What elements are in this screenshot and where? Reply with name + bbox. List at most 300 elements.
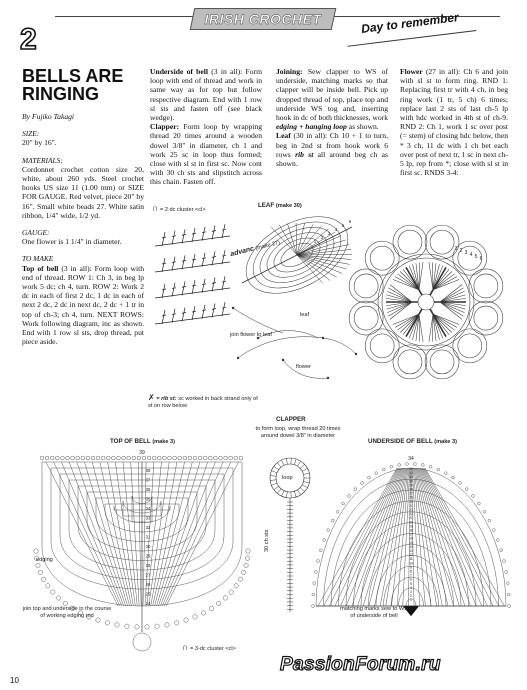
under-bell-edge-dot — [496, 539, 499, 542]
under-bell-stitch — [318, 468, 397, 606]
top-bell-stitch — [85, 462, 128, 606]
clapper-sc-stitch — [271, 483, 277, 485]
under-bell-row-number: 26 — [409, 495, 413, 500]
key-2dc-cluster — [152, 205, 242, 214]
top-bell-edging-picot — [183, 456, 187, 460]
joining-emph: edging + hanging loop — [276, 122, 347, 132]
strip-dc-bar — [172, 288, 176, 289]
top-bell-row-number: 39 — [139, 450, 145, 456]
top-bell-edging-picot — [106, 456, 110, 460]
under-bell-row-number: 31 — [409, 475, 413, 480]
under-bell-edge-dot — [390, 465, 393, 468]
strip-dc-stitch — [212, 304, 215, 318]
under-bell-stitch — [391, 468, 408, 606]
clapper-sc-stitch — [294, 459, 296, 465]
top-bell-edging-picot — [132, 456, 136, 460]
column-1 — [22, 112, 144, 350]
strip-dc-stitch — [162, 258, 165, 272]
flower-round-number: 5 — [474, 254, 478, 260]
tagline: Day to remember — [344, 0, 477, 47]
top-bell-edging-picot — [56, 596, 60, 600]
under-bell-edge-dot — [421, 464, 424, 467]
top-bell-edging-picot — [188, 456, 192, 460]
column-4 — [400, 67, 508, 181]
under-bell-row-number: 28 — [409, 487, 413, 492]
leaf-end: all around beg ch as shown. — [276, 149, 388, 169]
top-bell-row-number: 29 — [145, 553, 151, 559]
under-bell-edge-dot — [317, 560, 320, 563]
under-bell-edge-dot — [331, 519, 334, 522]
size-heading: SIZE: — [22, 129, 40, 139]
gauge-heading: GAUGE: — [22, 228, 50, 238]
underside-lead: Underside of bell — [150, 67, 209, 76]
top-bell-stitch — [166, 462, 238, 606]
under-bell-row-number: 19 — [409, 524, 413, 529]
top-bell-edging-picot — [193, 615, 197, 619]
strip-dc-bar — [172, 262, 176, 263]
strip-dc-stitch — [222, 250, 225, 264]
top-bell-row-number: 32 — [145, 525, 151, 530]
stitch-strip-diagram — [150, 222, 240, 342]
top-bell-edging-picot — [34, 549, 38, 553]
under-bell-row-number: 23 — [409, 508, 413, 512]
top-bell-row-number: 25 — [145, 591, 151, 597]
top-bell-row-number: 26 — [145, 582, 151, 587]
leaf-spoke — [279, 225, 297, 255]
under-bell-stitch — [418, 468, 459, 606]
strip-dc-stitch — [212, 252, 215, 266]
top-bell-stitch — [162, 462, 223, 606]
leaf-make: (make 30) — [275, 203, 302, 209]
clapper-text: Form loop by wrapping thread 20 times around a wooden dowel 3/8" in diameter, ch 1 and work 25 sc in loop thus formed; close with sl st in first sc. Now cont with 30 ch sts and slipstitch across this chain. Fasten off. — [150, 122, 262, 187]
top-bell-edging-picot — [76, 456, 80, 460]
top-bell-stitch — [61, 462, 121, 606]
under-bell-row-number: 5 — [410, 581, 412, 586]
clapper-sc-stitch — [298, 461, 301, 466]
top-bell-edging-picot — [155, 624, 159, 628]
underside-make: (make 3) — [434, 439, 457, 445]
under-bell-stitch — [425, 468, 504, 606]
clapper-sc-stitch — [281, 460, 284, 465]
top-bell-edging-picot — [193, 456, 197, 460]
under-bell-edge-dot — [505, 571, 508, 574]
under-bell-edge-dot — [429, 465, 432, 468]
watermark: PassionForum.ru — [280, 654, 441, 675]
under-bell-edge-dot — [312, 605, 315, 608]
clapper-sc-stitch — [274, 466, 279, 470]
under-bell-row-number: 16 — [409, 536, 413, 541]
top-bell-stitch — [149, 462, 169, 606]
strip-dc-bar — [162, 263, 166, 264]
top-bell-edging-picot — [115, 623, 119, 627]
top-bell-make: (make 3) — [152, 439, 176, 445]
top-bell-edging-picot — [224, 456, 228, 460]
header-rule-left — [55, 16, 193, 17]
top-bell-edging-picot — [203, 456, 207, 460]
top-bell-edging-picot — [229, 590, 233, 594]
clapper-sc-stitch — [277, 463, 281, 468]
key-3dc-cluster — [182, 644, 236, 653]
strip-dc-stitch — [192, 280, 195, 294]
flower-petal-dc — [440, 288, 463, 302]
under-bell-row-number: 1 — [410, 598, 412, 603]
label-leaf: leaf — [300, 312, 310, 318]
leaf-spoke — [297, 255, 330, 281]
under-bell-edge-dot — [327, 529, 330, 532]
under-bell-stitch — [397, 468, 409, 606]
flower-round-number: 2 — [459, 248, 463, 254]
strip-dc-bar — [222, 229, 226, 230]
leaf-row-number: 4 — [334, 227, 338, 232]
strip-dc-bar — [202, 258, 206, 259]
top-bell-edging-picot — [51, 590, 55, 594]
flower-scallop-inner — [370, 334, 394, 358]
strip-dc-bar — [172, 236, 176, 237]
flower-scallop-inner — [398, 230, 422, 254]
top-bell-edging-picot — [234, 456, 238, 460]
top-bell-row-number: 28 — [145, 563, 151, 568]
clapper-lead: Clapper: — [150, 122, 180, 132]
materials-heading: MATERIALS: — [22, 155, 63, 165]
under-bell-stitch — [422, 468, 482, 606]
flower-petal-dc — [440, 302, 463, 316]
strip-dc-bar — [192, 259, 196, 260]
top-bell-edging-picot — [238, 577, 242, 581]
top-bell-edging-picot — [122, 456, 126, 460]
chain-30-label: 30 ch sts — [264, 529, 270, 552]
under-bell-row-number: 21 — [409, 516, 413, 521]
flower-scallop-inner — [430, 350, 454, 374]
top-bell-row-number: 34 — [145, 506, 151, 511]
key-2dc-label: = 2 dc cluster <cl> — [160, 207, 206, 213]
strip-dc-bar — [182, 234, 186, 235]
spray-joint-dot — [232, 307, 234, 309]
top-bell-edging-picot — [40, 456, 44, 460]
under-bell-row-number: 3 — [410, 590, 412, 594]
strip-dc-bar — [182, 286, 186, 287]
under-bell-edge-dot — [465, 488, 468, 491]
under-bell-edge-dot — [406, 463, 409, 466]
top-bell-row-number: 37 — [145, 477, 151, 483]
strip-dc-bar — [222, 307, 226, 308]
top-bell-edging-picot — [50, 456, 54, 460]
strip-dc-stitch — [192, 228, 195, 242]
under-bell-edge-dot — [477, 502, 480, 505]
section-title: IRISH CROCHET — [204, 11, 322, 27]
strip-dc-stitch — [182, 281, 185, 295]
under-bell-edge-dot — [488, 519, 491, 522]
under-bell-edge-dot — [492, 529, 495, 532]
under-bell-edge-dot — [354, 488, 357, 491]
section-banner — [190, 8, 337, 30]
top-bell-edging-picot — [135, 625, 139, 629]
top-bell-edging-picot — [201, 611, 205, 615]
byline: By Fujiko Takagi — [22, 112, 75, 121]
top-bell-edging-picot — [163, 456, 167, 460]
under-bell-row-number: 11 — [409, 557, 413, 562]
under-bell-edge-dot — [414, 463, 417, 466]
strip-dc-stitch — [222, 224, 225, 238]
flower-scallop-inner — [354, 274, 378, 298]
top-bell-edging-picot — [61, 456, 65, 460]
key-rib-stitch — [148, 395, 258, 409]
top-bell-stitch — [54, 462, 120, 606]
leaf-spoke — [287, 223, 297, 255]
under-bell-edge-dot — [508, 605, 511, 608]
pattern-title: BELLS ARE RINGING — [22, 66, 124, 104]
top-bell-row-number: 24 — [145, 601, 151, 606]
top-bell-edging-picot — [157, 456, 161, 460]
under-bell-edge-dot — [472, 495, 475, 498]
flower-round-number: 6 — [479, 256, 483, 262]
under-bell-edge-dot — [506, 582, 509, 585]
flower-scallop-inner — [398, 350, 422, 374]
under-bell-row-number: 14 — [409, 544, 413, 549]
under-bell-row-number: 30 — [409, 479, 413, 484]
top-bell-stitch — [138, 462, 141, 606]
under-bell-row-number: 33 — [409, 467, 413, 471]
under-bell-edge-dot — [342, 502, 345, 505]
flower-petal-dc — [440, 295, 465, 302]
rib-key-text: sc worked in back strand only of st on row below — [148, 396, 258, 409]
top-bell-edging-picot — [219, 456, 223, 460]
under-bell-stitch — [341, 468, 401, 606]
top-bell-edging-picot — [198, 456, 202, 460]
top-bell-edging-picot — [66, 456, 70, 460]
under-bell-stitch — [346, 468, 401, 606]
flower-petal-dc — [440, 302, 465, 309]
top-bell-edging-picot — [117, 456, 121, 460]
column-2 — [150, 67, 262, 191]
top-bell-edging-picot — [234, 584, 238, 588]
under-bell-stitch — [413, 468, 425, 606]
flower-lead: Flower — [400, 67, 423, 76]
strip-dc-stitch — [172, 231, 175, 245]
top-bell-edging-picot — [71, 456, 75, 460]
strip-dc-bar — [162, 315, 166, 316]
underside-text: (3 in all): Form loop with end of thread and work in same way as for top but follow respective diagram. End with 1 row sl sts and fasten off (see black wedge). — [150, 67, 262, 123]
clapper-sc-stitch — [277, 489, 281, 494]
strip-dc-stitch — [182, 255, 185, 269]
clapper-sc-stitch — [286, 458, 287, 464]
leaf-row-number: 6 — [348, 219, 352, 224]
flower-scallop-inner — [430, 230, 454, 254]
under-bell-edge-dot — [336, 510, 339, 513]
clapper-sc-stitch — [270, 475, 276, 476]
hanging-loop — [133, 633, 151, 651]
top-bell-edging-picot — [38, 570, 42, 574]
under-bell-row-number: 7 — [410, 573, 412, 578]
leaf-row-number: 1 — [313, 239, 317, 244]
strip-dc-bar — [212, 309, 216, 310]
leaf-emph: rib st — [295, 149, 314, 159]
under-bell-edge-dot — [500, 549, 503, 552]
top-bell-edging-picot — [105, 621, 109, 625]
top-bell-stitch — [108, 462, 134, 606]
spray-joint-dot — [322, 337, 324, 339]
flower-round-number: 1 — [454, 246, 458, 252]
top-bell-title-text: TOP OF BELL — [110, 438, 151, 445]
top-bell-edging-picot — [147, 456, 151, 460]
leaf-spoke — [296, 223, 297, 255]
top-bell-edging-picot — [223, 596, 227, 600]
top-bell-edging-picot — [142, 456, 146, 460]
top-bell-edging-picot — [81, 456, 85, 460]
flower-diagram — [336, 212, 516, 392]
strip-dc-stitch — [172, 283, 175, 297]
strip-dc-bar — [202, 284, 206, 285]
flower-scallop-inner — [474, 274, 498, 298]
under-bell-row-number: 29 — [409, 483, 413, 488]
cluster3-symbol-icon: ∩ — [182, 642, 189, 652]
under-bell-edge-dot — [368, 476, 371, 479]
clapper-sc-stitch — [294, 491, 296, 497]
top-bell-edging-picot — [36, 563, 40, 567]
under-bell-row-number: 4 — [410, 585, 412, 590]
edging-label: edging — [36, 557, 53, 563]
under-bell-row-number: 15 — [409, 540, 413, 545]
flower-text: (27 in all): Ch 6 and join with sl st to form ring. RND 1: Replacing first tr with 4 ch, in beg ring work (1 tr, 5 ch) 6 times; replace last 2 sts of last ch-5 lp with hdc worked in 4th st of ch-9. RND 2: Ch 1, work 1 sc over post (= stem) of closing hdc below, then * 3 ch, 11 dc with 1 ch bet each over post of next tr, 1 sc in next ch-5 lp, rep from *; close with sl st in first sc. RNDS 3-4: — [400, 67, 508, 178]
top-bell-row-number: 33 — [145, 515, 151, 521]
leaf-row-number: 3 — [327, 231, 331, 236]
top-bell-row-number: 36 — [145, 487, 151, 492]
strip-dc-bar — [222, 255, 226, 256]
strip-dc-bar — [202, 310, 206, 311]
strip-dc-stitch — [222, 276, 225, 290]
strip-dc-stitch — [222, 302, 225, 316]
under-bell-row-number: 24 — [409, 503, 413, 508]
spray-joint-dot — [237, 357, 239, 359]
top-bell-edging-picot — [127, 456, 131, 460]
strip-dc-bar — [222, 281, 226, 282]
top-bell-edging-picot — [246, 549, 250, 553]
top-bell-edging-picot — [184, 618, 188, 622]
under-bell-edge-dot — [437, 468, 440, 471]
label-flower: flower — [296, 364, 311, 370]
top-bell-edging-picot — [178, 456, 182, 460]
top-bell-edging-picot — [45, 456, 49, 460]
under-bell-edge-dot — [507, 593, 510, 596]
strip-dc-bar — [192, 311, 196, 312]
top-bell-edging-picot — [244, 563, 248, 567]
strip-dc-stitch — [202, 279, 205, 293]
top-bell-edging-picot — [209, 606, 213, 610]
top-bell-edging-picot — [217, 601, 221, 605]
under-bell-edge-dot — [312, 593, 315, 596]
size-text: 20" by 16". — [22, 138, 57, 148]
under-bell-row-number: 18 — [409, 528, 413, 533]
strip-dc-stitch — [202, 305, 205, 319]
clapper-sc-stitch — [271, 471, 277, 473]
strip-dc-bar — [192, 285, 196, 286]
advanced-fragment: advanc — [229, 245, 255, 259]
under-bell-row-number: 27 — [409, 491, 413, 496]
clapper-loop-label: loop — [282, 475, 293, 481]
strip-dc-stitch — [192, 306, 195, 320]
under-bell-stitch — [352, 468, 402, 606]
under-bell-edge-dot — [444, 472, 447, 475]
pattern-number: 2 — [20, 23, 37, 56]
under-bell-row-number: 32 — [409, 471, 413, 476]
strip-dc-bar — [212, 257, 216, 258]
flower-center-ring — [418, 294, 434, 310]
under-bell-row-number: 6 — [410, 577, 412, 582]
under-bell-stitch — [420, 468, 471, 606]
top-bell-row-number: 35 — [145, 496, 151, 502]
clapper-sc-stitch — [281, 491, 284, 496]
strip-dc-bar — [162, 289, 166, 290]
under-bell-edge-dot — [361, 482, 364, 485]
clapper-title: CLAPPER — [276, 416, 306, 423]
strip-dc-stitch — [162, 284, 165, 298]
top-bell-row-number: 27 — [145, 572, 151, 578]
under-bell-stitch — [329, 468, 398, 606]
leaf-title-text: LEAF — [258, 202, 275, 209]
joining-text: Sew clapper to WS of underside, matching marks so that clapper will be inside bell. Pick up dropped thread of top, place top and underside WS tog and, inserting hook in dc of both thicknesses, work — [276, 67, 388, 123]
clapper-sc-stitch — [270, 480, 276, 481]
strip-dc-stitch — [162, 232, 165, 246]
under-bell-edge-dot — [382, 468, 385, 471]
top-bell-stitch — [155, 462, 193, 606]
strip-dc-stitch — [162, 310, 165, 324]
under-bell-edge-dot — [483, 510, 486, 513]
key-3dc-label: = 3-dc cluster <cl> — [190, 646, 236, 652]
top-bell-edging-picot — [173, 456, 177, 460]
under-bell-row-number: 2 — [410, 594, 412, 599]
strip-dc-bar — [202, 232, 206, 233]
clapper-sc-stitch — [300, 488, 304, 492]
flower-petal-dc — [387, 302, 412, 309]
leaf-lead: Leaf — [276, 131, 291, 141]
under-bell-row-number: 20 — [409, 520, 413, 525]
leaf-row-number: 2 — [320, 235, 324, 240]
flower-petal-dc — [389, 288, 412, 302]
strip-dc-stitch — [192, 254, 195, 268]
leaf-text: (30 in all): Ch 10 + 1 to turn, beg in 2nd st from hook work 6 rows — [276, 131, 388, 159]
top-bell-stitch — [164, 462, 231, 606]
under-bell-row-number: 17 — [409, 532, 413, 537]
top-of-bell-diagram — [22, 448, 262, 668]
under-bell-row-number: 34 — [408, 456, 414, 462]
under-bell-edge-dot — [319, 549, 322, 552]
underside-title — [368, 438, 457, 446]
top-bell-edging-picot — [168, 456, 172, 460]
spray-joint-dot — [282, 359, 284, 361]
top-bell-edging-picot — [242, 570, 246, 574]
under-bell-edge-dot — [459, 482, 462, 485]
rib-key-lead: = rib st: — [156, 396, 177, 402]
flower-scallop-inner — [458, 334, 482, 358]
leaf-title — [258, 202, 302, 210]
under-bell-row-number: 8 — [410, 569, 412, 574]
under-bell-row-number: 25 — [409, 499, 413, 504]
strip-dc-stitch — [202, 253, 205, 267]
strip-dc-stitch — [172, 309, 175, 323]
top-bell-edging-picot — [101, 456, 105, 460]
cluster-symbol-icon: ∩ — [152, 203, 159, 213]
top-bell-edging-picot — [55, 456, 59, 460]
under-bell-row-number: 13 — [409, 549, 413, 553]
under-bell-row-number: 9 — [410, 565, 412, 570]
matching-label: matching marks sew to WS of underside of bell — [340, 606, 408, 619]
top-bell-edging-picot — [91, 456, 95, 460]
column-3 — [276, 67, 388, 172]
flower-petal-dc — [389, 302, 412, 316]
flower-scallop-inner — [474, 306, 498, 330]
under-bell-edge-dot — [313, 582, 316, 585]
clapper-note: to form loop, wrap thread 20 times around dowel 3/8" in diameter — [255, 426, 341, 439]
top-bell-edging-picot — [96, 456, 100, 460]
